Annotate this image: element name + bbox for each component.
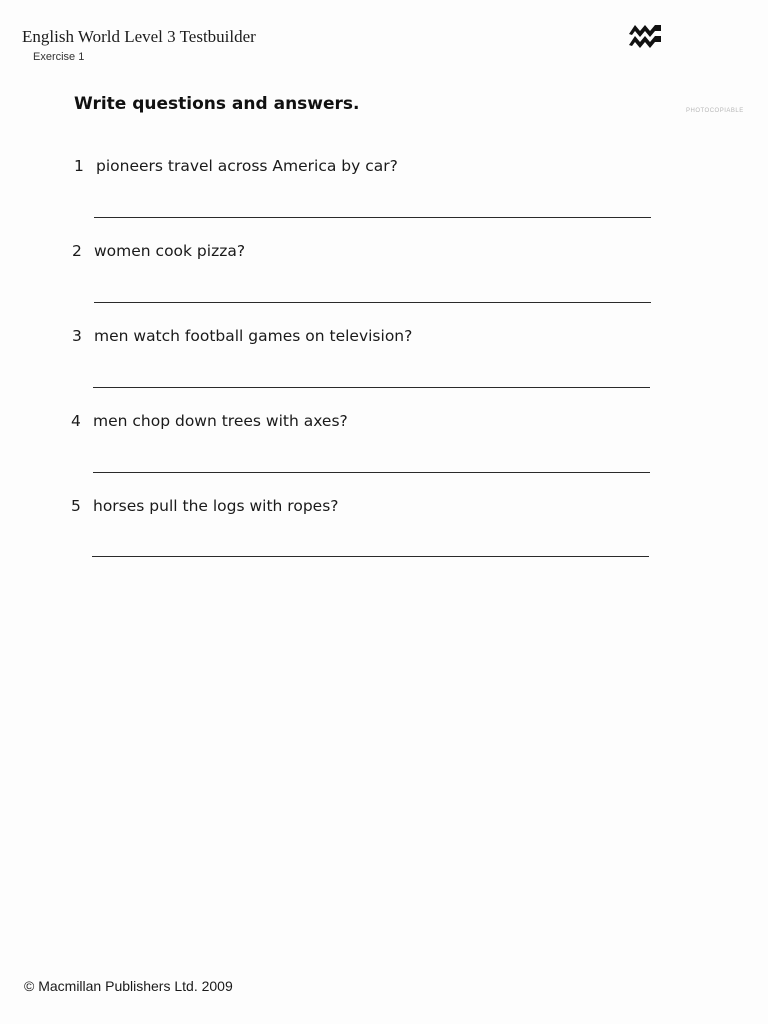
exercise-label: Exercise 1 [33, 51, 85, 63]
question-4 [71, 412, 348, 430]
book-title: English World Level 3 Testbuilder [22, 27, 256, 46]
question-number: 2 [72, 242, 82, 260]
question-5 [71, 497, 339, 515]
question-text: pioneers travel across America by car? [96, 157, 398, 175]
question-2 [72, 242, 245, 260]
question-number: 3 [72, 327, 82, 345]
question-text: women cook pizza? [94, 242, 246, 260]
copyright-notice: © Macmillan Publishers Ltd. 2009 [24, 978, 233, 994]
question-1 [74, 157, 398, 175]
answer-line-4[interactable] [93, 472, 650, 473]
answer-line-3[interactable] [93, 387, 650, 388]
question-3 [72, 327, 412, 345]
faint-watermark-text: PHOTOCOPIABLE [686, 108, 744, 114]
question-text: horses pull the logs with ropes? [93, 497, 339, 515]
question-text: men watch football games on television? [94, 327, 413, 345]
macmillan-logo-icon [628, 22, 664, 48]
question-text: men chop down trees with axes? [93, 412, 348, 430]
question-number: 5 [71, 497, 81, 515]
question-number: 1 [74, 157, 84, 175]
answer-line-5[interactable] [92, 556, 649, 557]
question-number: 4 [71, 412, 81, 430]
answer-line-1[interactable] [94, 217, 651, 218]
instruction-heading: Write questions and answers. [74, 94, 360, 114]
answer-line-2[interactable] [94, 302, 651, 303]
